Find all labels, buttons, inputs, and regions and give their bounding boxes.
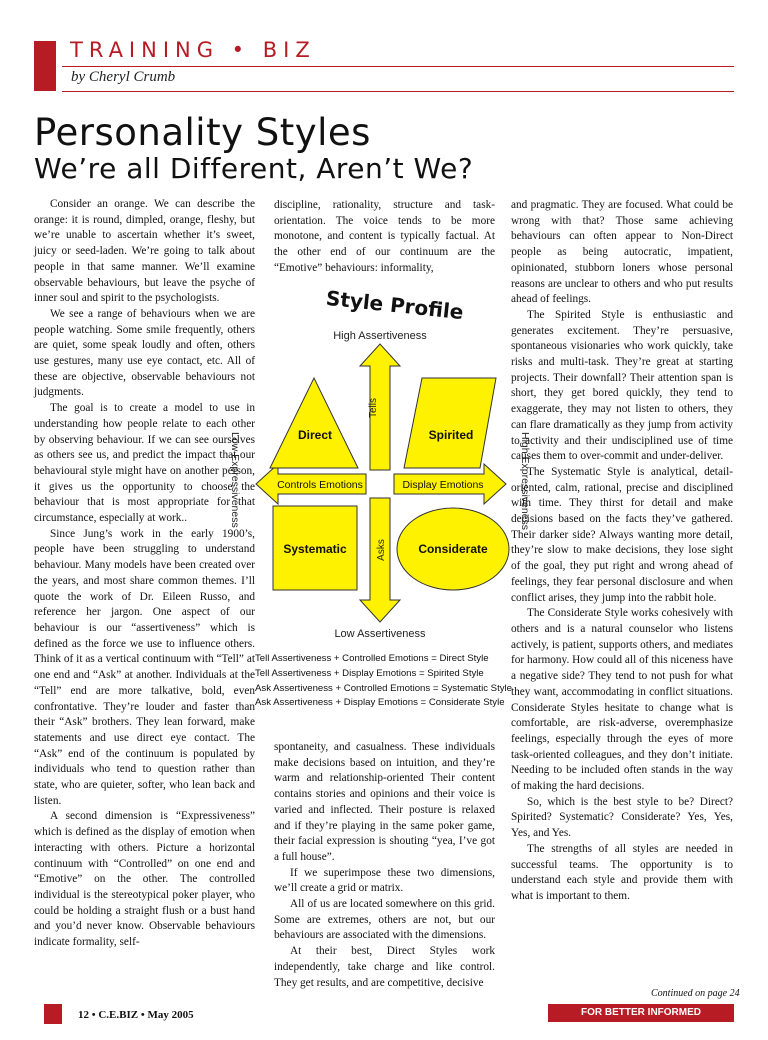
- column-1: [34, 197, 255, 997]
- diagram-title: Style Profile: [324, 285, 465, 325]
- byline: by Cheryl Crumb: [71, 69, 176, 85]
- style-profile-diagram: [229, 282, 532, 712]
- column-3: [511, 198, 733, 905]
- page-footer-info: 12 • C.E.BIZ • May 2005: [78, 1009, 194, 1021]
- article-title: Personality Styles: [34, 111, 371, 154]
- header-rule: [62, 66, 734, 67]
- low-expressiveness-label: Low Expressiveness: [229, 432, 241, 528]
- controls-emotions-label: Controls Emotions: [277, 479, 363, 491]
- legend-line: Ask Assertiveness + Display Emotions = Considerate Style: [255, 697, 505, 709]
- paragraph: Since Jung’s work in the early 1900’s, people have been struggling to understand behaviour. Many models have been created over the years, and most share common themes. I’ll quote the work of Dr. Eileen Russo, and reference her jargon. One aspect of our behaviour is our “assertiveness” which is defined as the force we use to influence others. Think of it as a vertical continuum with “Tell” at one end and “Ask” at another. Individuals at the “Tell” end are more talkative, bold, even confrontative. They’re louder and faster than their “Ask” brothers. They lean forward, make statements and use direct eye contact. The “Ask” end of the continuum is populated by individuals who tend to question rather than state, who are quieter, softer, who lean back and listen.: [34, 527, 255, 807]
- paragraph: All of us are located somewhere on this grid. Some are extremes, others are not, but our behaviours are associated with the dimensions.: [274, 898, 495, 942]
- legend-line: Tell Assertiveness + Display Emotions = Spirited Style: [255, 667, 484, 679]
- considerate-style-label: Considerate: [418, 542, 488, 556]
- asks-arrow-label: Asks: [376, 539, 387, 561]
- legend-line: Tell Assertiveness + Controlled Emotions = Direct Style: [255, 653, 489, 664]
- paragraph: Consider an orange. We can describe the orange: it is round, dimpled, orange, fleshy, but we’re unable to ascertain whether it’s sweet, juicy or seed-laden. We’re going to talk about people in that same manner. We’ll examine observable behaviours, but leave the psyche of inner soul and spirit to the psychologists.: [34, 198, 255, 305]
- low-assertiveness-label: Low Assertiveness: [334, 628, 426, 640]
- header-accent-block: [34, 41, 56, 91]
- style-profile-graphic: [229, 282, 532, 682]
- spirited-style-parallelogram: [404, 378, 496, 468]
- spirited-style-label: Spirited: [428, 428, 474, 442]
- tells-arrow-label: Tells: [368, 397, 379, 419]
- section-title: TRAINING • BIZ: [70, 38, 316, 62]
- paragraph: The Considerate Style works cohesively with others and is a natural counselor who listens actively, is patient, supports others, and mediates for harmony. How could all of this niceness have a negative side? They tend to not push for what they want, accommodating in conflict situations. Considerate Styles hesitate to change what is comfortable, are risk-adverse, overemphasize feelings, especially through the eyes of more task-oriented colleagues, and they don’t initiate. Needing to be included often stands in the way of making the hard decisions.: [511, 607, 733, 793]
- display-emotions-label: Display Emotions: [402, 479, 484, 491]
- byline-rule: [62, 91, 734, 92]
- direct-style-label: Direct: [297, 428, 333, 442]
- paragraph: The goal is to create a model to use in understanding how people relate to each other by observing behaviour. If we can see ourselves as others see us, and predict the impact that our behavioural style might have on another person, it gives us the opportunity to choose the behaviour that is most appropriate for that circumstance, especially at work..: [34, 402, 255, 525]
- paragraph: The Spirited Style is enthusiastic and generates excitement. They’re persuasive, spontaneous visionaries who work quickly, take risks and multi-task. They’re great at starting projects. Their downfall? Their attention span is short, they get bored quickly, they tend to exaggerate, they may not listen to others, they can flare dramatically as they jump from activity to activity and their undisciplined use of time causes them to over-commit and under-deliver.: [511, 308, 733, 463]
- paragraph: So, which is the best style to be? Direct? Spirited? Systematic? Considerate? Yes, Yes, Yes, and Yes.: [511, 795, 733, 840]
- continued-note: Continued on page 24: [651, 988, 740, 999]
- high-assertiveness-label: High Assertiveness: [333, 330, 427, 342]
- column-2-bottom: [274, 740, 495, 991]
- paragraph: spontaneity, and casualness. These individuals make decisions based on intuition, and they’re warm and relationship-oriented Their content contains stories and opinions and their voice is varied and inflected. Their posture is relaxed and if they’re playing in the same poker game, their facial expression is shouting “yea, I’ve got a full house”.: [274, 741, 495, 863]
- footer-accent-block: [44, 1004, 62, 1024]
- article-subtitle: We’re all Different, Aren’t We?: [34, 152, 474, 185]
- footer-tagline: FOR BETTER INFORMED MERCHANTS: [548, 1004, 734, 1022]
- paragraph: A second dimension is “Expressiveness” which is defined as the display of emotion when interacting with others. Picture a horizontal continuum with “Controlled” on one end and “Emotive” on the other. The controlled individual is the stereotypical poker player, who could be holding a straight flush or a bust hand and you’d never know. Observable behaviours indicate formality, self-: [34, 810, 255, 949]
- paragraph: We see a range of behaviours when we are people watching. Some smile frequently, others are quiet, some speak loudly and often, others use gestures, many use eye contact, etc. All of these are objective, observable behaviours not judgments.: [34, 307, 255, 399]
- paragraph: The strengths of all styles are needed in successful teams. The opportunity is to understand each style and provide them with what is important to them.: [511, 842, 733, 902]
- paragraph: At their best, Direct Styles work independently, take charge and like control. They get results, and are competitive, decisive: [274, 945, 495, 989]
- paragraph: discipline, rationality, structure and task-orientation. The voice tends to be more monotone, and content is typically factual. At the other end of our continuum are the “Emotive” behaviours: informality,: [274, 199, 495, 274]
- paragraph: If we superimpose these two dimensions, we’ll create a grid or matrix.: [274, 866, 495, 895]
- systematic-style-label: Systematic: [283, 542, 347, 556]
- diagram-legend: [255, 652, 512, 711]
- paragraph: The Systematic Style is analytical, detail-oriented, calm, rational, precise and disciplined with time. They thirst for detail and make decisions based on the facts they’ve gathered. Their darker side? Always wanting more detail, they’re slow to make decisions, they lose sight of the goal, they put right and wrong ahead of feelings, they fear personal disclosure and when conflict arises, they jump into the rabbit hole.: [511, 465, 733, 604]
- direct-style-triangle: [270, 378, 358, 468]
- tells-arrow: [360, 344, 400, 470]
- legend-line: Ask Assertiveness + Controlled Emotions = Systematic Style: [255, 682, 513, 694]
- paragraph: and pragmatic. They are focused. What could be wrong with that? Those same achieving behaviours can often appear to Non-Direct people as being autocratic, impatient, opinionated, stubborn loners whose personal reasons are unclear to others and who put results ahead of feelings.: [511, 199, 733, 306]
- column-2-top: [274, 198, 495, 277]
- high-expressiveness-label: High Expressiveness: [519, 432, 531, 531]
